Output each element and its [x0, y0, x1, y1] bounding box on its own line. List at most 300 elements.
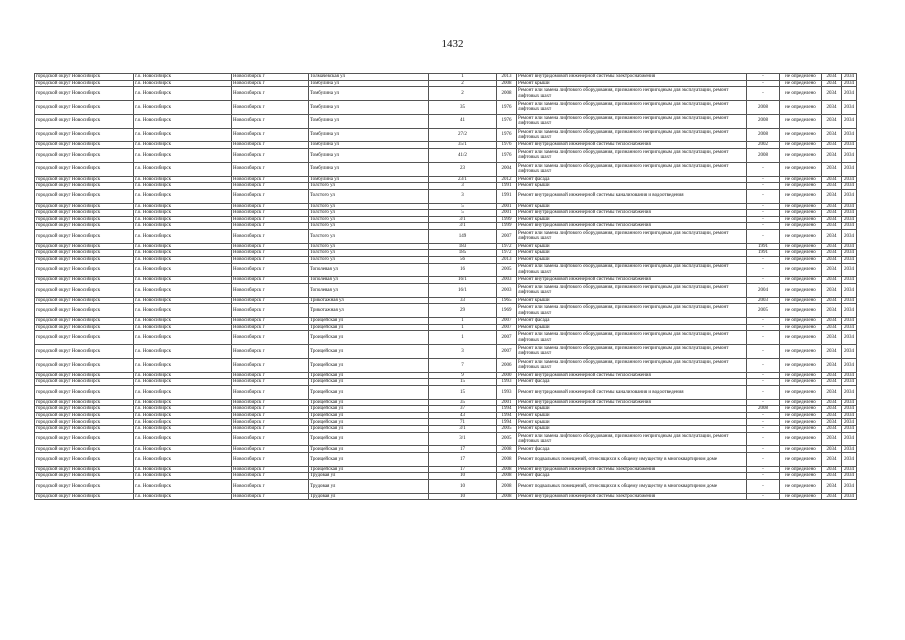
- work-type-cell: Ремонт крыши: [517, 256, 747, 263]
- status-cell: не определено: [780, 148, 822, 162]
- work-type-cell: Ремонт или замена лифтового оборудования, признанного непригодным для эксплуатации, ремонт лифтовых шахт: [517, 162, 747, 176]
- work-type-cell: Ремонт фасада: [517, 446, 747, 453]
- municipal-district-cell: городской округ Новосибирск: [35, 216, 134, 223]
- urban-district-cell: г.о. Новосибирск: [134, 426, 232, 433]
- table-row: [35, 128, 857, 142]
- plan-year-start-cell: 2034: [822, 493, 842, 500]
- commission-year-cell: 2005: [497, 426, 517, 433]
- last-repair-year-cell: 2002: [747, 142, 780, 149]
- house-number-cell: 29: [429, 304, 497, 318]
- work-type-cell: Ремонт или замена лифтового оборудования, признанного непригодным для эксплуатации, ремонт лифтовых шахт: [517, 358, 747, 372]
- municipal-district-cell: городской округ Новосибирск: [35, 277, 134, 284]
- commission-year-cell: 1999: [497, 223, 517, 230]
- commission-year-cell: 1976: [497, 100, 517, 114]
- plan-year-start-cell: 2034: [822, 385, 842, 399]
- work-type-cell: Ремонт или замена лифтового оборудования, признанного непригодным для эксплуатации, ремонт лифтовых шахт: [517, 128, 747, 142]
- house-number-cell: 15: [429, 385, 497, 399]
- last-repair-year-cell: -: [747, 162, 780, 176]
- status-cell: не определено: [780, 203, 822, 210]
- work-type-cell: Ремонт внутридомовой инженерной системы канализования и водоотведения: [517, 385, 747, 399]
- street-cell: Троицейская ул: [309, 318, 429, 325]
- urban-district-cell: г.о. Новосибирск: [134, 250, 232, 257]
- urban-district-cell: г.о. Новосибирск: [134, 324, 232, 331]
- house-number-cell: 15: [429, 379, 497, 386]
- status-cell: не определено: [780, 128, 822, 142]
- status-cell: не определено: [780, 412, 822, 419]
- plan-year-end-cell: 2034: [842, 148, 857, 162]
- table-row: [35, 74, 857, 81]
- plan-year-end-cell: 2034: [842, 479, 857, 493]
- commission-year-cell: 1972: [497, 250, 517, 257]
- settlement-cell: Новосибирск г: [232, 426, 309, 433]
- house-number-cell: 43: [429, 412, 497, 419]
- plan-year-start-cell: 2034: [822, 412, 842, 419]
- urban-district-cell: г.о. Новосибирск: [134, 183, 232, 190]
- plan-year-start-cell: 2034: [822, 210, 842, 217]
- plan-year-end-cell: 2034: [842, 250, 857, 257]
- street-cell: Троицейская ул: [309, 426, 429, 433]
- work-type-cell: Ремонт крыши: [517, 250, 747, 257]
- page-number: 1432: [441, 38, 464, 50]
- status-cell: не определено: [780, 466, 822, 473]
- urban-district-cell: г.о. Новосибирск: [134, 223, 232, 230]
- street-cell: Томбулина ул: [309, 142, 429, 149]
- work-type-cell: Ремонт или замена лифтового оборудования, признанного непригодным для эксплуатации, ремонт лифтовых шахт: [517, 432, 747, 446]
- plan-year-start-cell: 2034: [822, 446, 842, 453]
- plan-year-end-cell: 2034: [842, 473, 857, 480]
- street-cell: Томбулина ул: [309, 176, 429, 183]
- settlement-cell: Новосибирск г: [232, 148, 309, 162]
- settlement-cell: Новосибирск г: [232, 412, 309, 419]
- work-type-cell: Ремонт крыши: [517, 80, 747, 87]
- plan-year-end-cell: 2034: [842, 74, 857, 81]
- plan-year-start-cell: 2034: [822, 162, 842, 176]
- street-cell: Троицейская ул: [309, 358, 429, 372]
- commission-year-cell: 2003: [497, 277, 517, 284]
- last-repair-year-cell: -: [747, 277, 780, 284]
- last-repair-year-cell: -: [747, 372, 780, 379]
- municipal-district-cell: городской округ Новосибирск: [35, 297, 134, 304]
- last-repair-year-cell: -: [747, 345, 780, 359]
- settlement-cell: Новосибирск г: [232, 304, 309, 318]
- street-cell: Трикотажная ул: [309, 304, 429, 318]
- plan-year-start-cell: 2034: [822, 223, 842, 230]
- status-cell: не определено: [780, 100, 822, 114]
- status-cell: не определено: [780, 74, 822, 81]
- status-cell: не определено: [780, 318, 822, 325]
- table-row: [35, 412, 857, 419]
- work-type-cell: Ремонт крыши: [517, 216, 747, 223]
- street-cell: Троицейская ул: [309, 446, 429, 453]
- plan-year-start-cell: 2034: [822, 277, 842, 284]
- municipal-district-cell: городской округ Новосибирск: [35, 372, 134, 379]
- commission-year-cell: 1976: [497, 128, 517, 142]
- status-cell: не определено: [780, 162, 822, 176]
- plan-year-end-cell: 2034: [842, 216, 857, 223]
- municipal-district-cell: городской округ Новосибирск: [35, 256, 134, 263]
- table-row: [35, 256, 857, 263]
- plan-year-start-cell: 2034: [822, 256, 842, 263]
- plan-year-end-cell: 2034: [842, 229, 857, 243]
- status-cell: не определено: [780, 479, 822, 493]
- last-repair-year-cell: -: [747, 419, 780, 426]
- plan-year-end-cell: 2034: [842, 87, 857, 101]
- last-repair-year-cell: -: [747, 473, 780, 480]
- last-repair-year-cell: 2008: [747, 406, 780, 413]
- settlement-cell: Новосибирск г: [232, 189, 309, 203]
- work-type-cell: Ремонт внутридомовой инженерной системы электроснабжения: [517, 466, 747, 473]
- table-row: [35, 203, 857, 210]
- work-type-cell: Ремонт крыши: [517, 324, 747, 331]
- commission-year-cell: 1993: [497, 379, 517, 386]
- status-cell: не определено: [780, 432, 822, 446]
- urban-district-cell: г.о. Новосибирск: [134, 466, 232, 473]
- municipal-district-cell: городской округ Новосибирск: [35, 283, 134, 297]
- street-cell: Трудовая ул: [309, 479, 429, 493]
- house-number-cell: 183: [429, 243, 497, 250]
- commission-year-cell: 2013: [497, 74, 517, 81]
- urban-district-cell: г.о. Новосибирск: [134, 176, 232, 183]
- settlement-cell: Новосибирск г: [232, 243, 309, 250]
- municipal-district-cell: городской округ Новосибирск: [35, 114, 134, 128]
- urban-district-cell: г.о. Новосибирск: [134, 473, 232, 480]
- table-row: [35, 210, 857, 217]
- plan-year-end-cell: 2034: [842, 406, 857, 413]
- work-type-cell: Ремонт подвальных помещений, относящихся к общему имуществу в многоквартирном доме: [517, 479, 747, 493]
- last-repair-year-cell: -: [747, 379, 780, 386]
- settlement-cell: Новосибирск г: [232, 223, 309, 230]
- work-type-cell: Ремонт или замена лифтового оборудования, признанного непригодным для эксплуатации, ремонт лифтовых шахт: [517, 100, 747, 114]
- plan-year-start-cell: 2034: [822, 297, 842, 304]
- street-cell: Троицейская ул: [309, 406, 429, 413]
- commission-year-cell: 2007: [497, 345, 517, 359]
- last-repair-year-cell: -: [747, 412, 780, 419]
- table-row: [35, 358, 857, 372]
- house-number-cell: 185: [429, 250, 497, 257]
- house-number-cell: 35: [429, 399, 497, 406]
- status-cell: не определено: [780, 216, 822, 223]
- municipal-district-cell: городской округ Новосибирск: [35, 432, 134, 446]
- status-cell: не определено: [780, 250, 822, 257]
- house-number-cell: 3/1: [429, 216, 497, 223]
- table-body: [35, 74, 857, 500]
- plan-year-start-cell: 2034: [822, 304, 842, 318]
- plan-year-end-cell: 2034: [842, 331, 857, 345]
- table-row: [35, 100, 857, 114]
- street-cell: Томбулина ул: [309, 87, 429, 101]
- status-cell: не определено: [780, 277, 822, 284]
- street-cell: Трудовая ул: [309, 473, 429, 480]
- settlement-cell: Новосибирск г: [232, 128, 309, 142]
- last-repair-year-cell: -: [747, 263, 780, 277]
- commission-year-cell: 2007: [497, 318, 517, 325]
- street-cell: Томбулина ул: [309, 128, 429, 142]
- plan-year-start-cell: 2034: [822, 263, 842, 277]
- commission-year-cell: 2003: [497, 283, 517, 297]
- urban-district-cell: г.о. Новосибирск: [134, 277, 232, 284]
- status-cell: не определено: [780, 473, 822, 480]
- status-cell: не определено: [780, 256, 822, 263]
- house-number-cell: 2: [429, 87, 497, 101]
- table-row: [35, 87, 857, 101]
- status-cell: не определено: [780, 453, 822, 467]
- urban-district-cell: г.о. Новосибирск: [134, 493, 232, 500]
- settlement-cell: Новосибирск г: [232, 453, 309, 467]
- work-type-cell: Ремонт внутридомовой инженерной системы теплоснабжения: [517, 399, 747, 406]
- plan-year-end-cell: 2034: [842, 304, 857, 318]
- last-repair-year-cell: -: [747, 493, 780, 500]
- urban-district-cell: г.о. Новосибирск: [134, 419, 232, 426]
- street-cell: Троицейская ул: [309, 453, 429, 467]
- house-number-cell: 17: [429, 466, 497, 473]
- municipal-district-cell: городской округ Новосибирск: [35, 379, 134, 386]
- urban-district-cell: г.о. Новосибирск: [134, 162, 232, 176]
- work-type-cell: Ремонт или замена лифтового оборудования, признанного непригодным для эксплуатации, ремонт лифтовых шахт: [517, 263, 747, 277]
- house-number-cell: 1: [429, 318, 497, 325]
- table-row: [35, 80, 857, 87]
- last-repair-year-cell: -: [747, 399, 780, 406]
- street-cell: Толмачевская ул: [309, 74, 429, 81]
- settlement-cell: Новосибирск г: [232, 466, 309, 473]
- settlement-cell: Новосибирск г: [232, 372, 309, 379]
- work-type-cell: Ремонт крыши: [517, 412, 747, 419]
- settlement-cell: Новосибирск г: [232, 324, 309, 331]
- settlement-cell: Новосибирск г: [232, 216, 309, 223]
- last-repair-year-cell: -: [747, 453, 780, 467]
- plan-year-start-cell: 2034: [822, 358, 842, 372]
- house-number-cell: 5: [429, 210, 497, 217]
- work-type-cell: Ремонт фасада: [517, 176, 747, 183]
- settlement-cell: Новосибирск г: [232, 358, 309, 372]
- last-repair-year-cell: -: [747, 189, 780, 203]
- urban-district-cell: г.о. Новосибирск: [134, 74, 232, 81]
- municipal-district-cell: городской округ Новосибирск: [35, 250, 134, 257]
- status-cell: не определено: [780, 210, 822, 217]
- street-cell: Троицейская ул: [309, 432, 429, 446]
- work-type-cell: Ремонт крыши: [517, 297, 747, 304]
- work-type-cell: Ремонт или замена лифтового оборудования, признанного непригодным для эксплуатации, ремонт лифтовых шахт: [517, 304, 747, 318]
- plan-year-end-cell: 2034: [842, 114, 857, 128]
- status-cell: не определено: [780, 372, 822, 379]
- work-type-cell: Ремонт крыши: [517, 183, 747, 190]
- urban-district-cell: г.о. Новосибирск: [134, 406, 232, 413]
- plan-year-start-cell: 2034: [822, 453, 842, 467]
- commission-year-cell: 1972: [497, 243, 517, 250]
- settlement-cell: Новосибирск г: [232, 479, 309, 493]
- last-repair-year-cell: -: [747, 210, 780, 217]
- work-type-cell: Ремонт или замена лифтового оборудования, признанного непригодным для эксплуатации, ремонт лифтовых шахт: [517, 331, 747, 345]
- plan-year-start-cell: 2034: [822, 331, 842, 345]
- street-cell: Томбулина ул: [309, 80, 429, 87]
- street-cell: Трикотажная ул: [309, 297, 429, 304]
- last-repair-year-cell: -: [747, 385, 780, 399]
- plan-year-end-cell: 2034: [842, 162, 857, 176]
- table-row: [35, 162, 857, 176]
- street-cell: Толстого ул: [309, 189, 429, 203]
- last-repair-year-cell: -: [747, 331, 780, 345]
- plan-year-end-cell: 2034: [842, 426, 857, 433]
- plan-year-start-cell: 2034: [822, 229, 842, 243]
- settlement-cell: Новосибирск г: [232, 277, 309, 284]
- plan-year-end-cell: 2034: [842, 466, 857, 473]
- plan-year-end-cell: 2034: [842, 446, 857, 453]
- status-cell: не определено: [780, 189, 822, 203]
- commission-year-cell: 1976: [497, 142, 517, 149]
- table-row: [35, 176, 857, 183]
- work-type-cell: Ремонт крыши: [517, 243, 747, 250]
- urban-district-cell: г.о. Новосибирск: [134, 80, 232, 87]
- last-repair-year-cell: -: [747, 87, 780, 101]
- last-repair-year-cell: -: [747, 229, 780, 243]
- commission-year-cell: 1976: [497, 148, 517, 162]
- settlement-cell: Новосибирск г: [232, 297, 309, 304]
- municipal-district-cell: городской округ Новосибирск: [35, 189, 134, 203]
- status-cell: не определено: [780, 142, 822, 149]
- municipal-district-cell: городской округ Новосибирск: [35, 223, 134, 230]
- last-repair-year-cell: -: [747, 74, 780, 81]
- municipal-district-cell: городской округ Новосибирск: [35, 80, 134, 87]
- work-type-cell: Ремонт подвальных помещений, относящихся к общему имуществу в многоквартирном доме: [517, 453, 747, 467]
- house-number-cell: 71: [429, 419, 497, 426]
- settlement-cell: Новосибирск г: [232, 432, 309, 446]
- plan-year-start-cell: 2034: [822, 283, 842, 297]
- house-number-cell: 35/1: [429, 142, 497, 149]
- house-number-cell: 10: [429, 473, 497, 480]
- commission-year-cell: 2006: [497, 358, 517, 372]
- urban-district-cell: г.о. Новосибирск: [134, 345, 232, 359]
- work-type-cell: Ремонт крыши: [517, 406, 747, 413]
- house-number-cell: 2: [429, 80, 497, 87]
- settlement-cell: Новосибирск г: [232, 331, 309, 345]
- commission-year-cell: 2005: [497, 432, 517, 446]
- street-cell: Томбулина ул: [309, 100, 429, 114]
- commission-year-cell: 2008: [497, 446, 517, 453]
- house-number-cell: 3: [429, 189, 497, 203]
- plan-year-end-cell: 2034: [842, 318, 857, 325]
- commission-year-cell: 1991: [497, 183, 517, 190]
- table-row: [35, 148, 857, 162]
- last-repair-year-cell: -: [747, 426, 780, 433]
- commission-year-cell: 1999: [497, 216, 517, 223]
- municipal-district-cell: городской округ Новосибирск: [35, 479, 134, 493]
- municipal-district-cell: городской округ Новосибирск: [35, 324, 134, 331]
- plan-year-start-cell: 2034: [822, 142, 842, 149]
- street-cell: Троицейская ул: [309, 345, 429, 359]
- last-repair-year-cell: -: [747, 446, 780, 453]
- plan-year-start-cell: 2034: [822, 183, 842, 190]
- house-number-cell: 16/1: [429, 283, 497, 297]
- house-number-cell: 1: [429, 74, 497, 81]
- commission-year-cell: 2008: [497, 87, 517, 101]
- plan-year-end-cell: 2034: [842, 100, 857, 114]
- commission-year-cell: 1969: [497, 304, 517, 318]
- plan-year-end-cell: 2034: [842, 183, 857, 190]
- work-type-cell: Ремонт или замена лифтового оборудования, признанного непригодным для эксплуатации, ремонт лифтовых шахт: [517, 114, 747, 128]
- house-number-cell: 35: [429, 100, 497, 114]
- street-cell: Томбулина ул: [309, 162, 429, 176]
- plan-year-end-cell: 2034: [842, 80, 857, 87]
- street-cell: Тополевая ул: [309, 277, 429, 284]
- status-cell: не определено: [780, 114, 822, 128]
- status-cell: не определено: [780, 358, 822, 372]
- plan-year-start-cell: 2034: [822, 406, 842, 413]
- plan-year-start-cell: 2034: [822, 87, 842, 101]
- last-repair-year-cell: 2008: [747, 100, 780, 114]
- municipal-district-cell: городской округ Новосибирск: [35, 358, 134, 372]
- table-row: [35, 263, 857, 277]
- plan-year-start-cell: 2034: [822, 432, 842, 446]
- house-number-cell: 10: [429, 479, 497, 493]
- settlement-cell: Новосибирск г: [232, 256, 309, 263]
- settlement-cell: Новосибирск г: [232, 203, 309, 210]
- street-cell: Тополевая ул: [309, 263, 429, 277]
- house-number-cell: 10: [429, 493, 497, 500]
- plan-year-end-cell: 2034: [842, 372, 857, 379]
- plan-year-start-cell: 2034: [822, 473, 842, 480]
- table-row: [35, 466, 857, 473]
- commission-year-cell: 2000: [497, 372, 517, 379]
- table-row: [35, 372, 857, 379]
- plan-year-end-cell: 2034: [842, 453, 857, 467]
- work-type-cell: Ремонт или замена лифтового оборудования, признанного непригодным для эксплуатации, ремонт лифтовых шахт: [517, 87, 747, 101]
- house-number-cell: 23: [429, 162, 497, 176]
- urban-district-cell: г.о. Новосибирск: [134, 263, 232, 277]
- house-number-cell: 3/1: [429, 426, 497, 433]
- table-row: [35, 399, 857, 406]
- settlement-cell: Новосибирск г: [232, 263, 309, 277]
- settlement-cell: Новосибирск г: [232, 493, 309, 500]
- work-type-cell: Ремонт фасада: [517, 318, 747, 325]
- street-cell: Троицейская ул: [309, 385, 429, 399]
- commission-year-cell: 1991: [497, 189, 517, 203]
- street-cell: Толстого ул: [309, 229, 429, 243]
- plan-year-start-cell: 2034: [822, 189, 842, 203]
- settlement-cell: Новосибирск г: [232, 74, 309, 81]
- plan-year-start-cell: 2034: [822, 479, 842, 493]
- status-cell: не определено: [780, 80, 822, 87]
- urban-district-cell: г.о. Новосибирск: [134, 318, 232, 325]
- urban-district-cell: г.о. Новосибирск: [134, 210, 232, 217]
- plan-year-end-cell: 2034: [842, 324, 857, 331]
- work-type-cell: Ремонт или замена лифтового оборудования, признанного непригодным для эксплуатации, ремонт лифтовых шахт: [517, 229, 747, 243]
- status-cell: не определено: [780, 426, 822, 433]
- municipal-district-cell: городской округ Новосибирск: [35, 446, 134, 453]
- plan-year-start-cell: 2034: [822, 176, 842, 183]
- plan-year-end-cell: 2034: [842, 128, 857, 142]
- status-cell: не определено: [780, 419, 822, 426]
- status-cell: не определено: [780, 331, 822, 345]
- urban-district-cell: г.о. Новосибирск: [134, 453, 232, 467]
- municipal-district-cell: городской округ Новосибирск: [35, 100, 134, 114]
- plan-year-end-cell: 2034: [842, 277, 857, 284]
- municipal-district-cell: городской округ Новосибирск: [35, 203, 134, 210]
- street-cell: Толстого ул: [309, 223, 429, 230]
- settlement-cell: Новосибирск г: [232, 399, 309, 406]
- work-type-cell: Ремонт внутридомовой инженерной системы электроснабжения: [517, 74, 747, 81]
- street-cell: Троицейская ул: [309, 419, 429, 426]
- table-row: [35, 419, 857, 426]
- plan-year-start-cell: 2034: [822, 419, 842, 426]
- street-cell: Толстого ул: [309, 216, 429, 223]
- work-type-cell: Ремонт внутридомовой инженерной системы теплоснабжения: [517, 223, 747, 230]
- commission-year-cell: 2007: [497, 324, 517, 331]
- municipal-district-cell: городской округ Новосибирск: [35, 183, 134, 190]
- plan-year-end-cell: 2034: [842, 358, 857, 372]
- table-row: [35, 250, 857, 257]
- last-repair-year-cell: -: [747, 203, 780, 210]
- table-row: [35, 243, 857, 250]
- status-cell: не определено: [780, 176, 822, 183]
